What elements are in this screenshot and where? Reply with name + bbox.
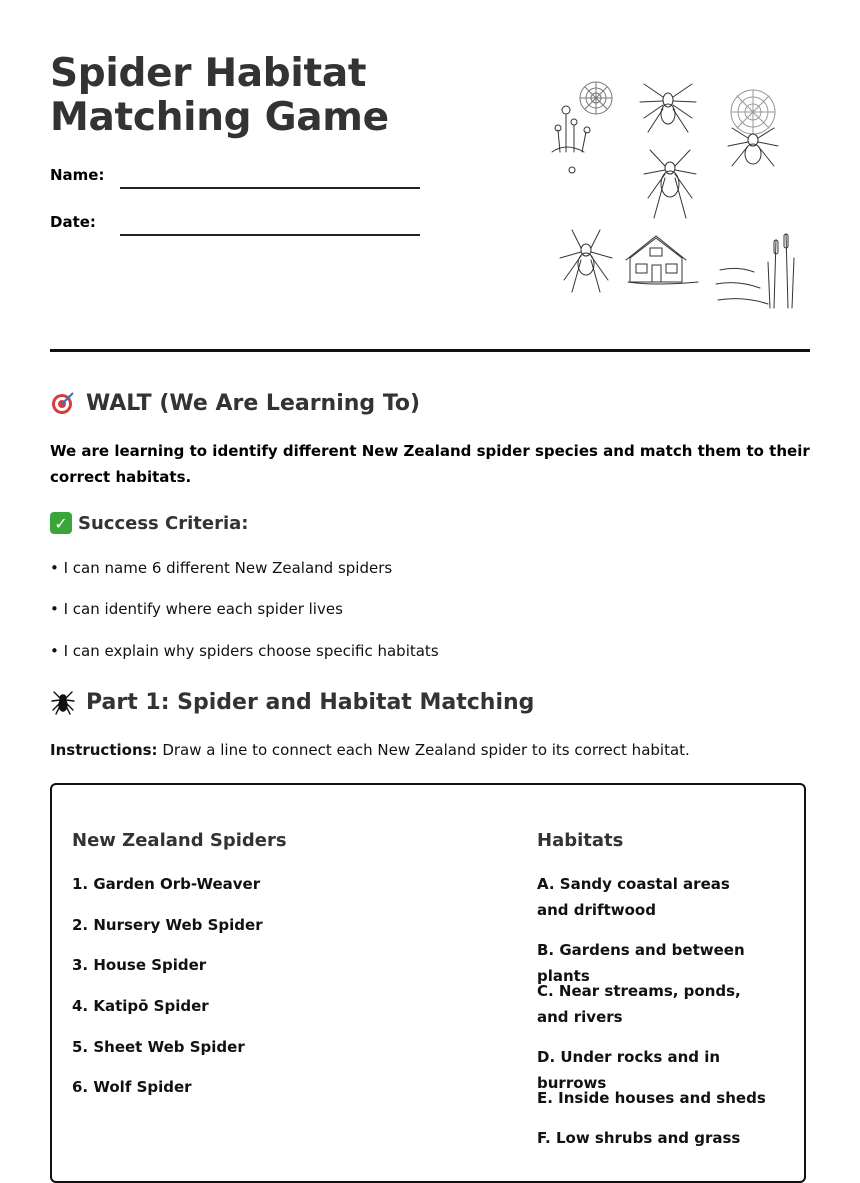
habitat-item[interactable]: A. Sandy coastal areas and driftwood <box>537 875 730 919</box>
walt-heading <box>50 390 420 416</box>
walt-heading-text: WALT (We Are Learning To) <box>86 390 421 416</box>
target-icon <box>50 390 76 416</box>
success-criteria-heading <box>50 512 248 534</box>
habitat-item[interactable]: C. Near streams, ponds, and rivers <box>537 982 741 1026</box>
walt-text: We are learning to identify different New Zealand spider species and match them to their correct habitats. <box>50 442 810 486</box>
spider-item[interactable]: 3. House Spider <box>72 956 207 974</box>
orb-web-spider-icon <box>728 90 778 166</box>
flowers-icon <box>552 106 590 173</box>
success-criteria-heading-text: Success Criteria: <box>78 512 249 534</box>
spider-icon <box>560 230 612 292</box>
spider-item[interactable]: 5. Sheet Web Spider <box>72 1038 245 1056</box>
title-line-2: Matching Game <box>50 95 389 140</box>
instructions <box>50 741 690 759</box>
header-divider <box>50 349 810 352</box>
page-title <box>50 52 389 140</box>
spider-item[interactable]: 1. Garden Orb-Weaver <box>72 875 261 893</box>
title-line-1: Spider Habitat <box>50 51 367 96</box>
matching-box <box>50 783 806 1183</box>
date-field-line[interactable] <box>120 234 420 236</box>
success-criterion: • I can name 6 different New Zealand spiders <box>50 559 393 577</box>
cobweb-icon <box>580 82 612 114</box>
spider-icon <box>644 150 696 218</box>
house-icon <box>626 236 698 284</box>
spider-item[interactable]: 2. Nursery Web Spider <box>72 916 263 934</box>
spider-habitat-illustration <box>548 70 808 318</box>
instructions-text: Draw a line to connect each New Zealand spider to its correct habitat. <box>157 741 690 759</box>
spiders-heading: New Zealand Spiders <box>72 830 287 851</box>
success-criterion: • I can identify where each spider lives <box>50 600 343 618</box>
habitats-heading: Habitats <box>537 830 624 851</box>
name-label: Name: <box>50 166 105 184</box>
success-criterion: • I can explain why spiders choose specific habitats <box>50 642 439 660</box>
spider-icon <box>50 689 76 715</box>
name-field-line[interactable] <box>120 187 420 189</box>
spider-item[interactable]: 4. Katipō Spider <box>72 997 209 1015</box>
habitat-item[interactable]: D. Under rocks and in burrows <box>537 1048 721 1092</box>
stream-reeds-icon <box>716 234 794 308</box>
instructions-label: Instructions: <box>50 741 158 759</box>
habitat-item[interactable]: E. Inside houses and sheds <box>537 1089 766 1107</box>
part1-heading-text: Part 1: Spider and Habitat Matching <box>86 689 535 715</box>
date-label: Date: <box>50 213 96 231</box>
spider-icon <box>640 84 696 132</box>
check-icon: ✓ <box>50 512 72 534</box>
part1-heading <box>50 689 534 715</box>
habitat-item[interactable]: B. Gardens and between plants <box>537 941 745 985</box>
spider-item[interactable]: 6. Wolf Spider <box>72 1078 192 1096</box>
habitat-item[interactable]: F. Low shrubs and grass <box>537 1129 741 1147</box>
